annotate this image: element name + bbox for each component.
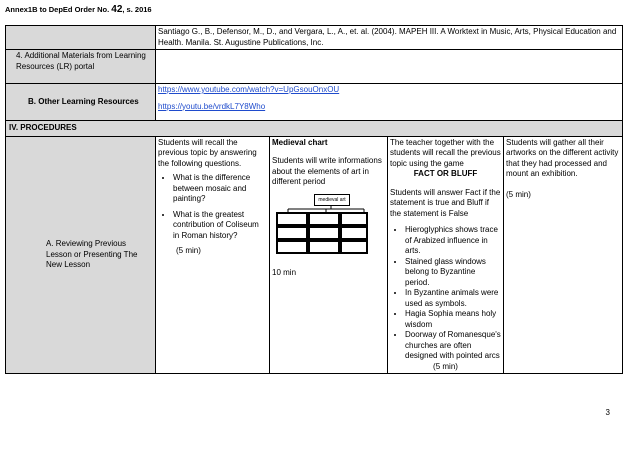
chart-box-4 — [309, 213, 339, 225]
additional-materials-value — [156, 50, 623, 84]
exhibition-body: Students will gather all their artworks on the different activity that they had processed and mount an exhibition. — [506, 137, 619, 178]
statement-hagia-sophia: • Hagia Sophia means holy wisdom — [405, 309, 501, 330]
chart-box-2 — [277, 227, 307, 239]
statement-romanesque-doorway: • Doorway of Romanesque's churches are often designed with pointed arcs — [405, 330, 501, 362]
order-number: 42 — [111, 4, 123, 15]
other-resources-label: B. Other Learning Resources — [6, 84, 156, 121]
fact-bluff-game-title: FACT OR BLUFF — [413, 169, 478, 178]
question-mosaic-painting: • What is the difference between mosaic and painting? — [173, 173, 267, 205]
chart-box-8 — [341, 227, 367, 239]
medieval-chart-title: Medieval chart — [272, 137, 328, 147]
references-label-cell — [6, 26, 156, 50]
exhibition-time: (5 min) — [506, 189, 531, 199]
worktext-reference: Santiago G., B., Defensor, M., D., and Vergara, L., A., et. al. (2004). MAPEH III. A Worktext in Music, Arts, Physical Education and Health. Manila. St. Augustine Publications, Inc. — [156, 26, 623, 50]
exhibition-cell — [504, 136, 623, 374]
statement-stained-glass: • Stained glass windows belong to Byzantine period. — [405, 257, 501, 289]
fact-bluff-instruction: Students will answer Fact if the statement is true and Bluff if the statement is False — [390, 187, 501, 218]
chart-box-5 — [309, 227, 339, 239]
review-lesson-label: A. Reviewing Previous Lesson or Presenting The New Lesson — [6, 136, 156, 374]
medieval-chart-diagram — [276, 194, 366, 256]
other-resources-row — [6, 84, 623, 121]
chart-box-3 — [277, 241, 307, 253]
procedures-header: IV. PROCEDURES — [6, 121, 623, 137]
youtube-link-1[interactable]: https://www.youtube.com/watch?v=UpGsouOnxOU — [158, 85, 340, 94]
recall-question-list — [158, 173, 267, 241]
fact-or-bluff-cell — [388, 136, 504, 374]
medieval-art-label: medieval art — [314, 194, 350, 206]
recall-time: (5 min) — [176, 246, 201, 255]
statement-hieroglyphics: • Hieroglyphics shows trace of Arabized influence in arts. — [405, 225, 501, 257]
medieval-chart-cell — [270, 136, 388, 374]
question-coliseum: • What is the greatest contribution of Coliseum in Roman history? — [173, 210, 267, 242]
additional-materials-label: 4. Additional Materials from Learning Resources (LR) portal — [6, 50, 156, 84]
review-lesson-row — [6, 136, 623, 374]
procedures-header-row — [6, 121, 623, 137]
lesson-plan-table — [5, 25, 623, 374]
statement-byzantine-animals: • In Byzantine animals were used as symbols. — [405, 288, 501, 309]
fact-bluff-statements — [390, 225, 501, 362]
annex-header — [5, 4, 152, 15]
chart-box-9 — [341, 241, 367, 253]
chart-box-1 — [277, 213, 307, 225]
medieval-chart-time: 10 min — [272, 267, 297, 277]
youtube-link-2[interactable]: https://youtu.be/vrdkL7Y8Who — [158, 101, 266, 111]
references-row — [6, 26, 623, 50]
fact-bluff-intro: The teacher together with the students will recall the previous topic using the game — [390, 137, 501, 168]
chart-box-6 — [309, 241, 339, 253]
annex-prefix: Annex1B to DepEd Order No. — [5, 5, 112, 14]
fact-bluff-time: (5 min) — [433, 361, 458, 371]
other-resources-links — [156, 84, 623, 121]
additional-materials-row — [6, 50, 623, 84]
chart-box-7 — [341, 213, 367, 225]
medieval-chart-body: Students will write informations about the elements of art in different period — [272, 156, 382, 186]
page-number: 3 — [605, 408, 610, 417]
recall-intro: Students will recall the previous topic by answering the following questions. — [158, 137, 257, 168]
recall-questions-cell — [156, 136, 270, 374]
annex-suffix: , s. 2016 — [122, 5, 152, 14]
